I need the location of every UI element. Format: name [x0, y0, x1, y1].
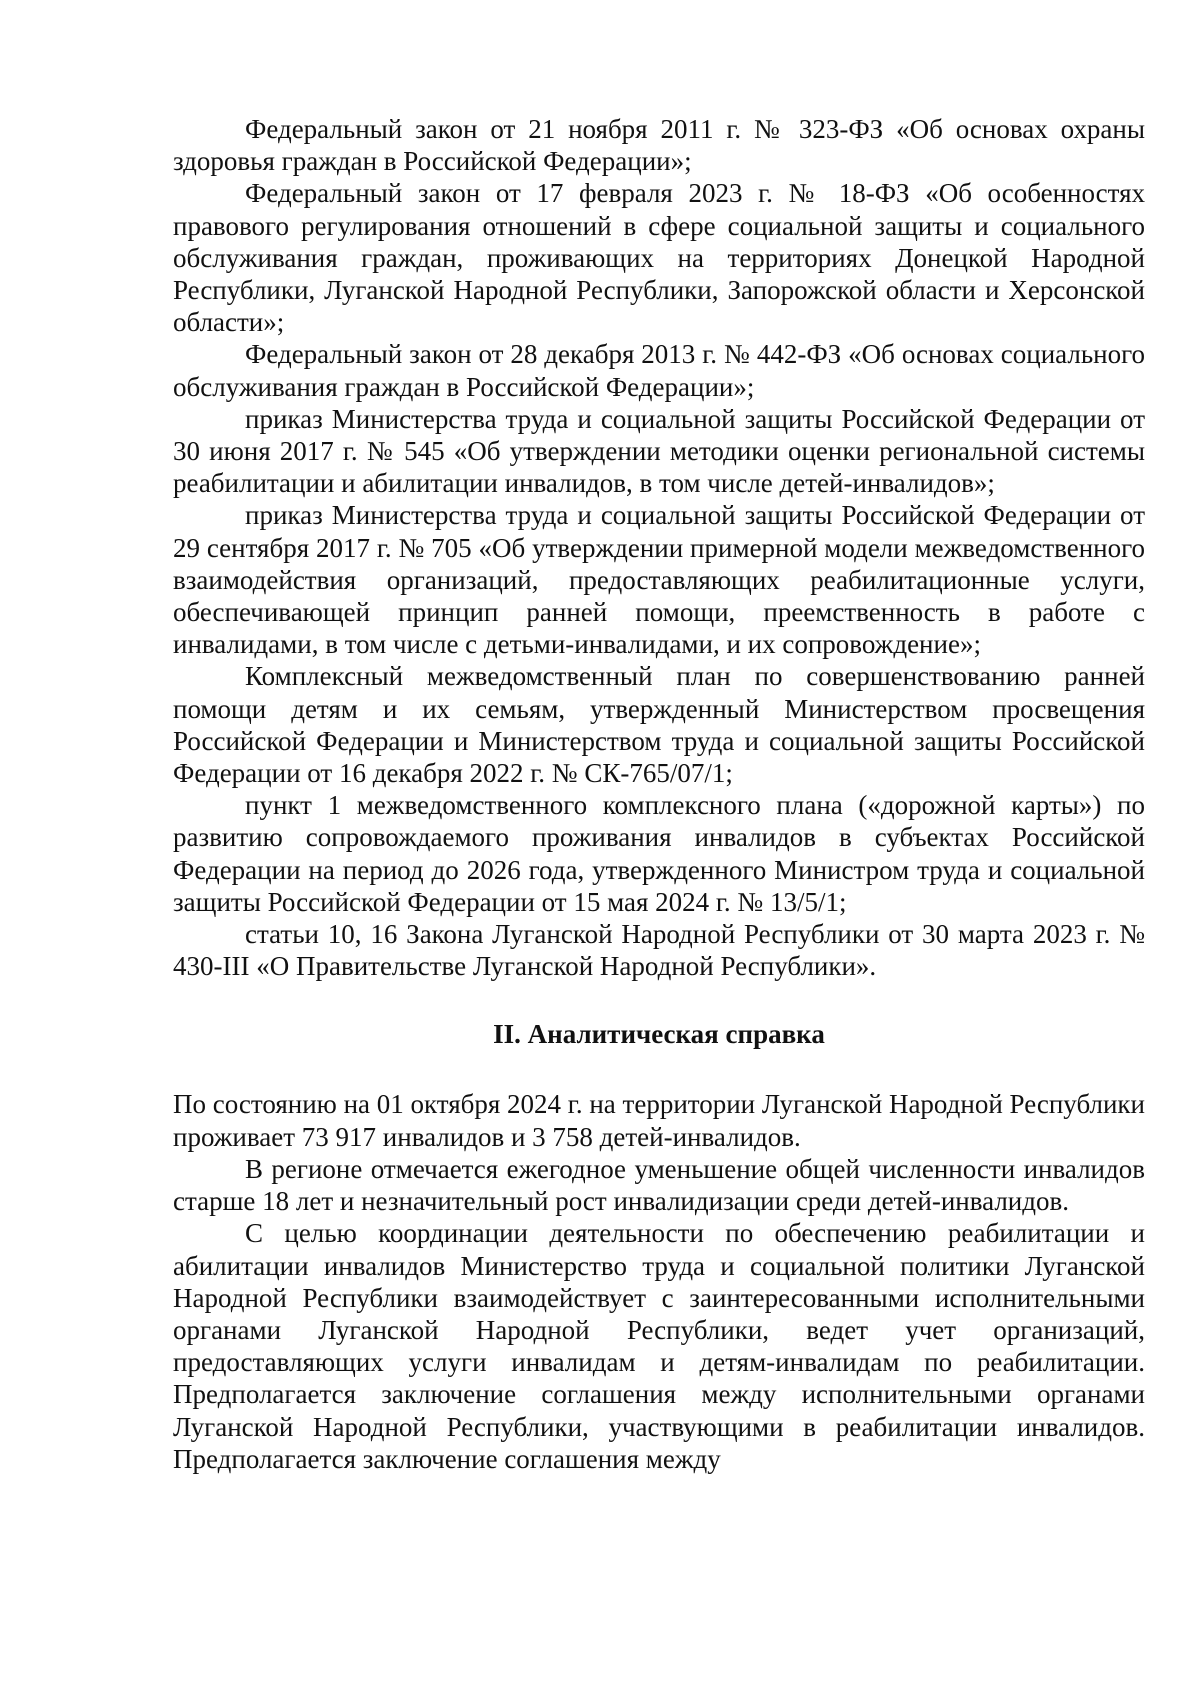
- paragraph-early-help-plan: Комплексный межведомственный план по совершенствованию ранней помощи детям и их семьям, утвержденный Министерством просвещения Российской Федерации и Министерством труда и социальной защиты Российской Федерации от 16 декабря 2022 г. № СК-765/07/1;: [173, 661, 1145, 789]
- paragraph-roadmap: пункт 1 межведомственного комплексного плана («дорожной карты») по развитию сопровождаемого проживания инвалидов в субъектах Российской Федерации на период до 2026 года, утвержденного Министром труда и социальной защиты Российской Федерации от 15 мая 2024 г. № 13/5/1;: [173, 790, 1145, 917]
- paragraph-statistics: По состоянию на 01 октября 2024 г. на территории Луганской Народной Республики проживает 73 917 инвалидов и 3 758 детей-инвалидов.: [173, 1089, 1145, 1152]
- paragraph-coordination: С целью координации деятельности по обеспечению реабилитации и абилитации инвалидов Министерство труда и социальной политики Луганской Народной Республики взаимодействует с заинтересованными исполнительными органами Луганской Народной Республики, ведет учет организаций, предоставляющих услуги инвалидам и детям-инвалидам по реабилитации. Предполагается заключение соглашения между исполнительными органами Луганской Народной Республики, участвующими в реабилитации инвалидов. Предполагается заключение соглашения между: [173, 1218, 1145, 1474]
- paragraph-trend: В регионе отмечается ежегодное уменьшение общей численности инвалидов старше 18 лет и незначительный рост инвалидизации среди детей-инвалидов.: [173, 1153, 1145, 1217]
- paragraph-fz-442: Федеральный закон от 28 декабря 2013 г. № 442-ФЗ «Об основах социального обслуживания граждан в Российской Федерации»;: [173, 339, 1145, 402]
- paragraph-fz-18: Федеральный закон от 17 февраля 2023 г. № 18-ФЗ «Об особенностях правового регулирования отношений в сфере социальной защиты и социального обслуживания граждан, проживающих на территориях Донецкой Народной Республики, Луганской Народной Республики, Запорожской области и Херсонской области»;: [173, 178, 1145, 338]
- section-heading: II. Аналитическая справка: [493, 1019, 825, 1050]
- document-body: [173, 113, 1145, 1475]
- paragraph-order-545: приказ Министерства труда и социальной защиты Российской Федерации от 30 июня 2017 г. № 545 «Об утверждении методики оценки региональной системы реабилитации и абилитации инвалидов, в том числе детей-инвалидов»;: [173, 403, 1145, 499]
- paragraph-fz-323: Федеральный закон от 21 ноября 2011 г. № 323-ФЗ «Об основах охраны здоровья граждан в Российской Федерации»;: [173, 114, 1145, 177]
- paragraph-order-705: приказ Министерства труда и социальной защиты Российской Федерации от 29 сентября 2017 г. № 705 «Об утверждении примерной модели межведомственного взаимодействия организаций, предоставляющих реабилитационные услуги, обеспечивающей принцип ранней помощи, преемственность в работе с инвалидами, в том числе с детьми-инвалидами, и их сопровождение»;: [173, 500, 1145, 660]
- paragraph-lnr-law: статьи 10, 16 Закона Луганской Народной Республики от 30 марта 2023 г. № 430-III «О Правительстве Луганской Народной Республики».: [173, 919, 1145, 982]
